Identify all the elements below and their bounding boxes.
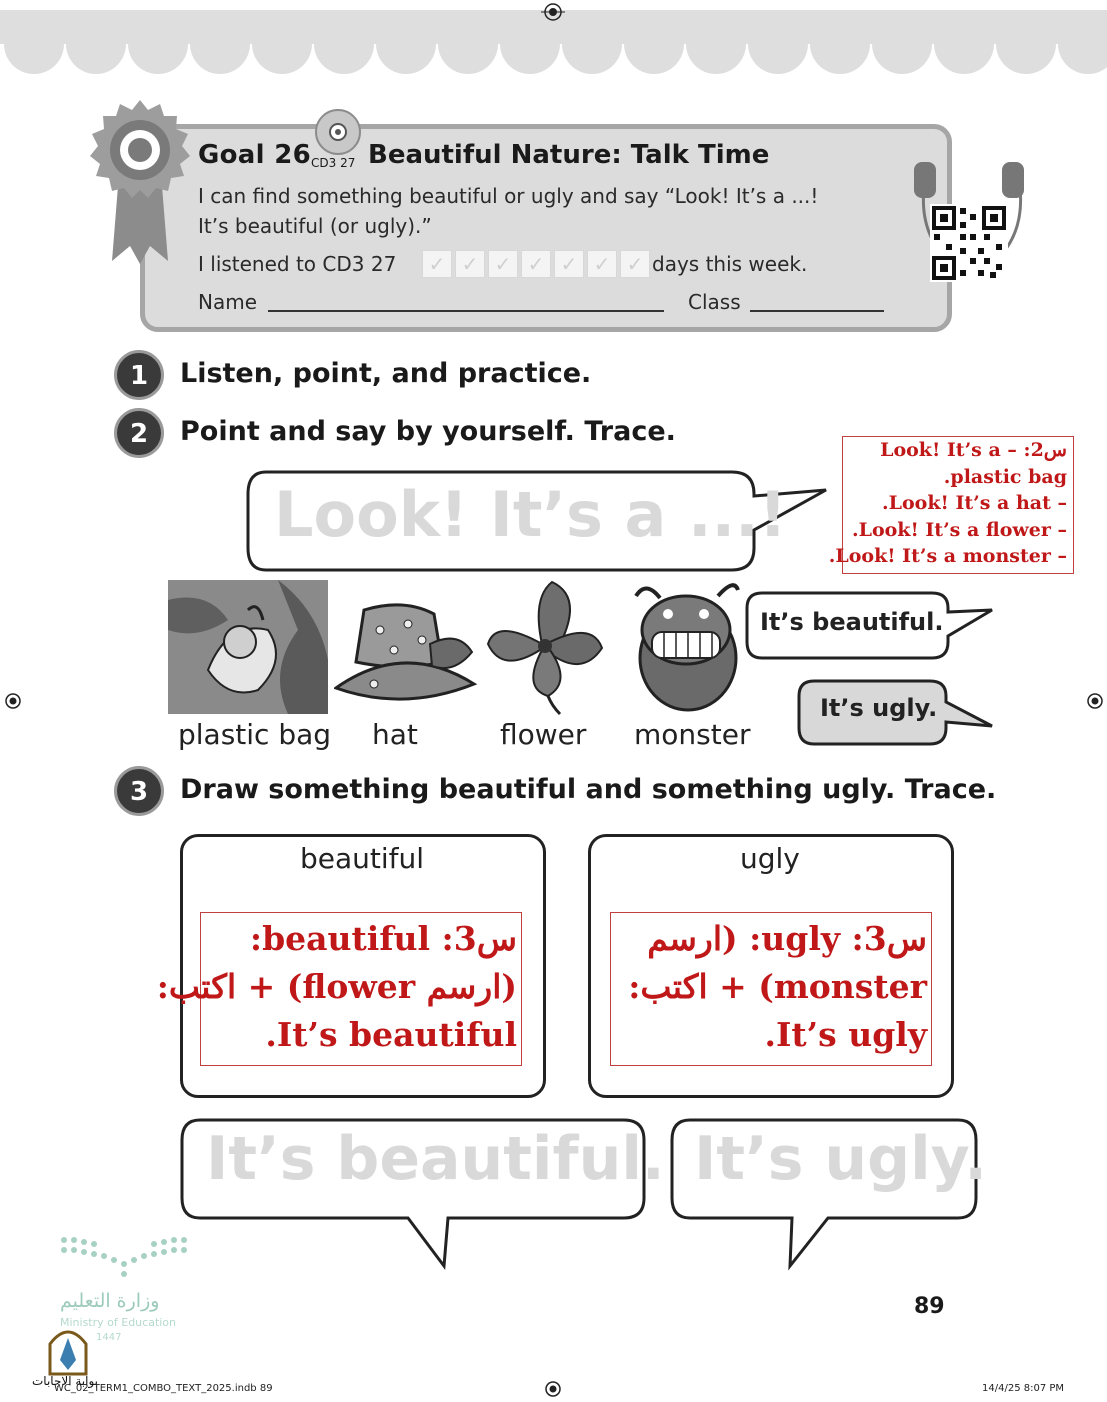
name-field[interactable] xyxy=(268,310,664,312)
answer-box-beautiful: س3: beautiful: (ارسم flower) + اكتب: It’s beautiful. xyxy=(200,912,522,1066)
goal-number: Goal 26 xyxy=(198,140,311,170)
draw-box-ugly-title: ugly xyxy=(740,842,800,875)
hat-image xyxy=(334,600,478,708)
draw-box-beautiful-title: beautiful xyxy=(300,842,425,875)
label-plastic-bag: plastic bag xyxy=(178,718,332,751)
step-number-3: 3 xyxy=(114,766,164,816)
cd-track-label: CD3 27 xyxy=(311,156,356,170)
page-number: 89 xyxy=(914,1294,945,1319)
step-instruction-1: Listen, point, and practice. xyxy=(180,358,592,389)
answer-box-ugly: س3: ugly: (ارسم monster) + اكتب: It’s ugly. xyxy=(610,912,932,1066)
day-checkbox[interactable]: ✓ xyxy=(554,250,584,278)
footer-date: 14/4/25 8:07 PM xyxy=(982,1383,1065,1394)
trace-look-text[interactable]: Look! It’s a ...! xyxy=(274,478,787,551)
qr-code-icon[interactable] xyxy=(930,204,1008,282)
step-number-1: 1 xyxy=(114,350,164,400)
plastic-bag-image xyxy=(168,580,328,714)
day-checkbox[interactable]: ✓ xyxy=(455,250,485,278)
award-rosette-icon xyxy=(88,96,192,266)
answer-box-exercise2: س2: – Look! It’s a plastic bag. – Look! It’s a hat. – Look! It’s a flower. – Look! It’s a monster. xyxy=(842,436,1074,574)
trace-beautiful-text[interactable]: It’s beautiful. xyxy=(206,1124,665,1194)
class-field[interactable] xyxy=(750,310,884,312)
day-checkbox[interactable]: ✓ xyxy=(620,250,650,278)
label-monster: monster xyxy=(634,718,751,751)
registration-mark-icon xyxy=(4,692,22,710)
day-checkbox[interactable]: ✓ xyxy=(587,250,617,278)
flower-image xyxy=(482,578,606,716)
trace-ugly-text[interactable]: It’s ugly. xyxy=(694,1124,988,1194)
listening-day-checkboxes xyxy=(422,250,650,278)
day-checkbox[interactable]: ✓ xyxy=(422,250,452,278)
registration-mark-icon xyxy=(1086,692,1104,710)
scalloped-banner xyxy=(0,0,1107,90)
step-number-2: 2 xyxy=(114,408,164,458)
bubble-ugly-text: It’s ugly. xyxy=(820,694,938,722)
label-hat: hat xyxy=(372,718,418,751)
monster-image xyxy=(626,576,748,712)
day-checkbox[interactable]: ✓ xyxy=(521,250,551,278)
ministry-english-name: Ministry of Education xyxy=(60,1316,177,1329)
label-flower: flower xyxy=(500,718,587,751)
name-label: Name xyxy=(198,290,258,314)
footer-file-name: WC_02_TERM1_COMBO_TEXT_2025.indb 89 xyxy=(54,1383,273,1394)
class-label: Class xyxy=(688,290,741,314)
ministry-arabic-name: وزارة التعليم xyxy=(60,1290,160,1312)
step-instruction-3: Draw something beautiful and something ugly. Trace. xyxy=(180,774,997,805)
goal-statement-line2: It’s beautiful (or ugly).” xyxy=(198,214,432,238)
listened-prefix: I listened to CD3 27 xyxy=(198,252,397,276)
goal-title: Beautiful Nature: Talk Time xyxy=(368,140,770,170)
cd-icon xyxy=(314,108,362,156)
watermark-text: بوابة الاجابات xyxy=(32,1374,99,1388)
bubble-beautiful-text: It’s beautiful. xyxy=(760,608,944,636)
registration-mark-icon xyxy=(544,1380,562,1398)
listened-suffix: days this week. xyxy=(652,252,808,276)
step-instruction-2: Point and say by yourself. Trace. xyxy=(180,416,676,447)
goal-statement-line1: I can find something beautiful or ugly and say “Look! It’s a ...! xyxy=(198,184,819,208)
day-checkbox[interactable]: ✓ xyxy=(488,250,518,278)
pen-watermark-icon xyxy=(46,1324,90,1376)
ministry-year: 1447 xyxy=(96,1332,122,1343)
ministry-logo-icon xyxy=(58,1232,190,1280)
